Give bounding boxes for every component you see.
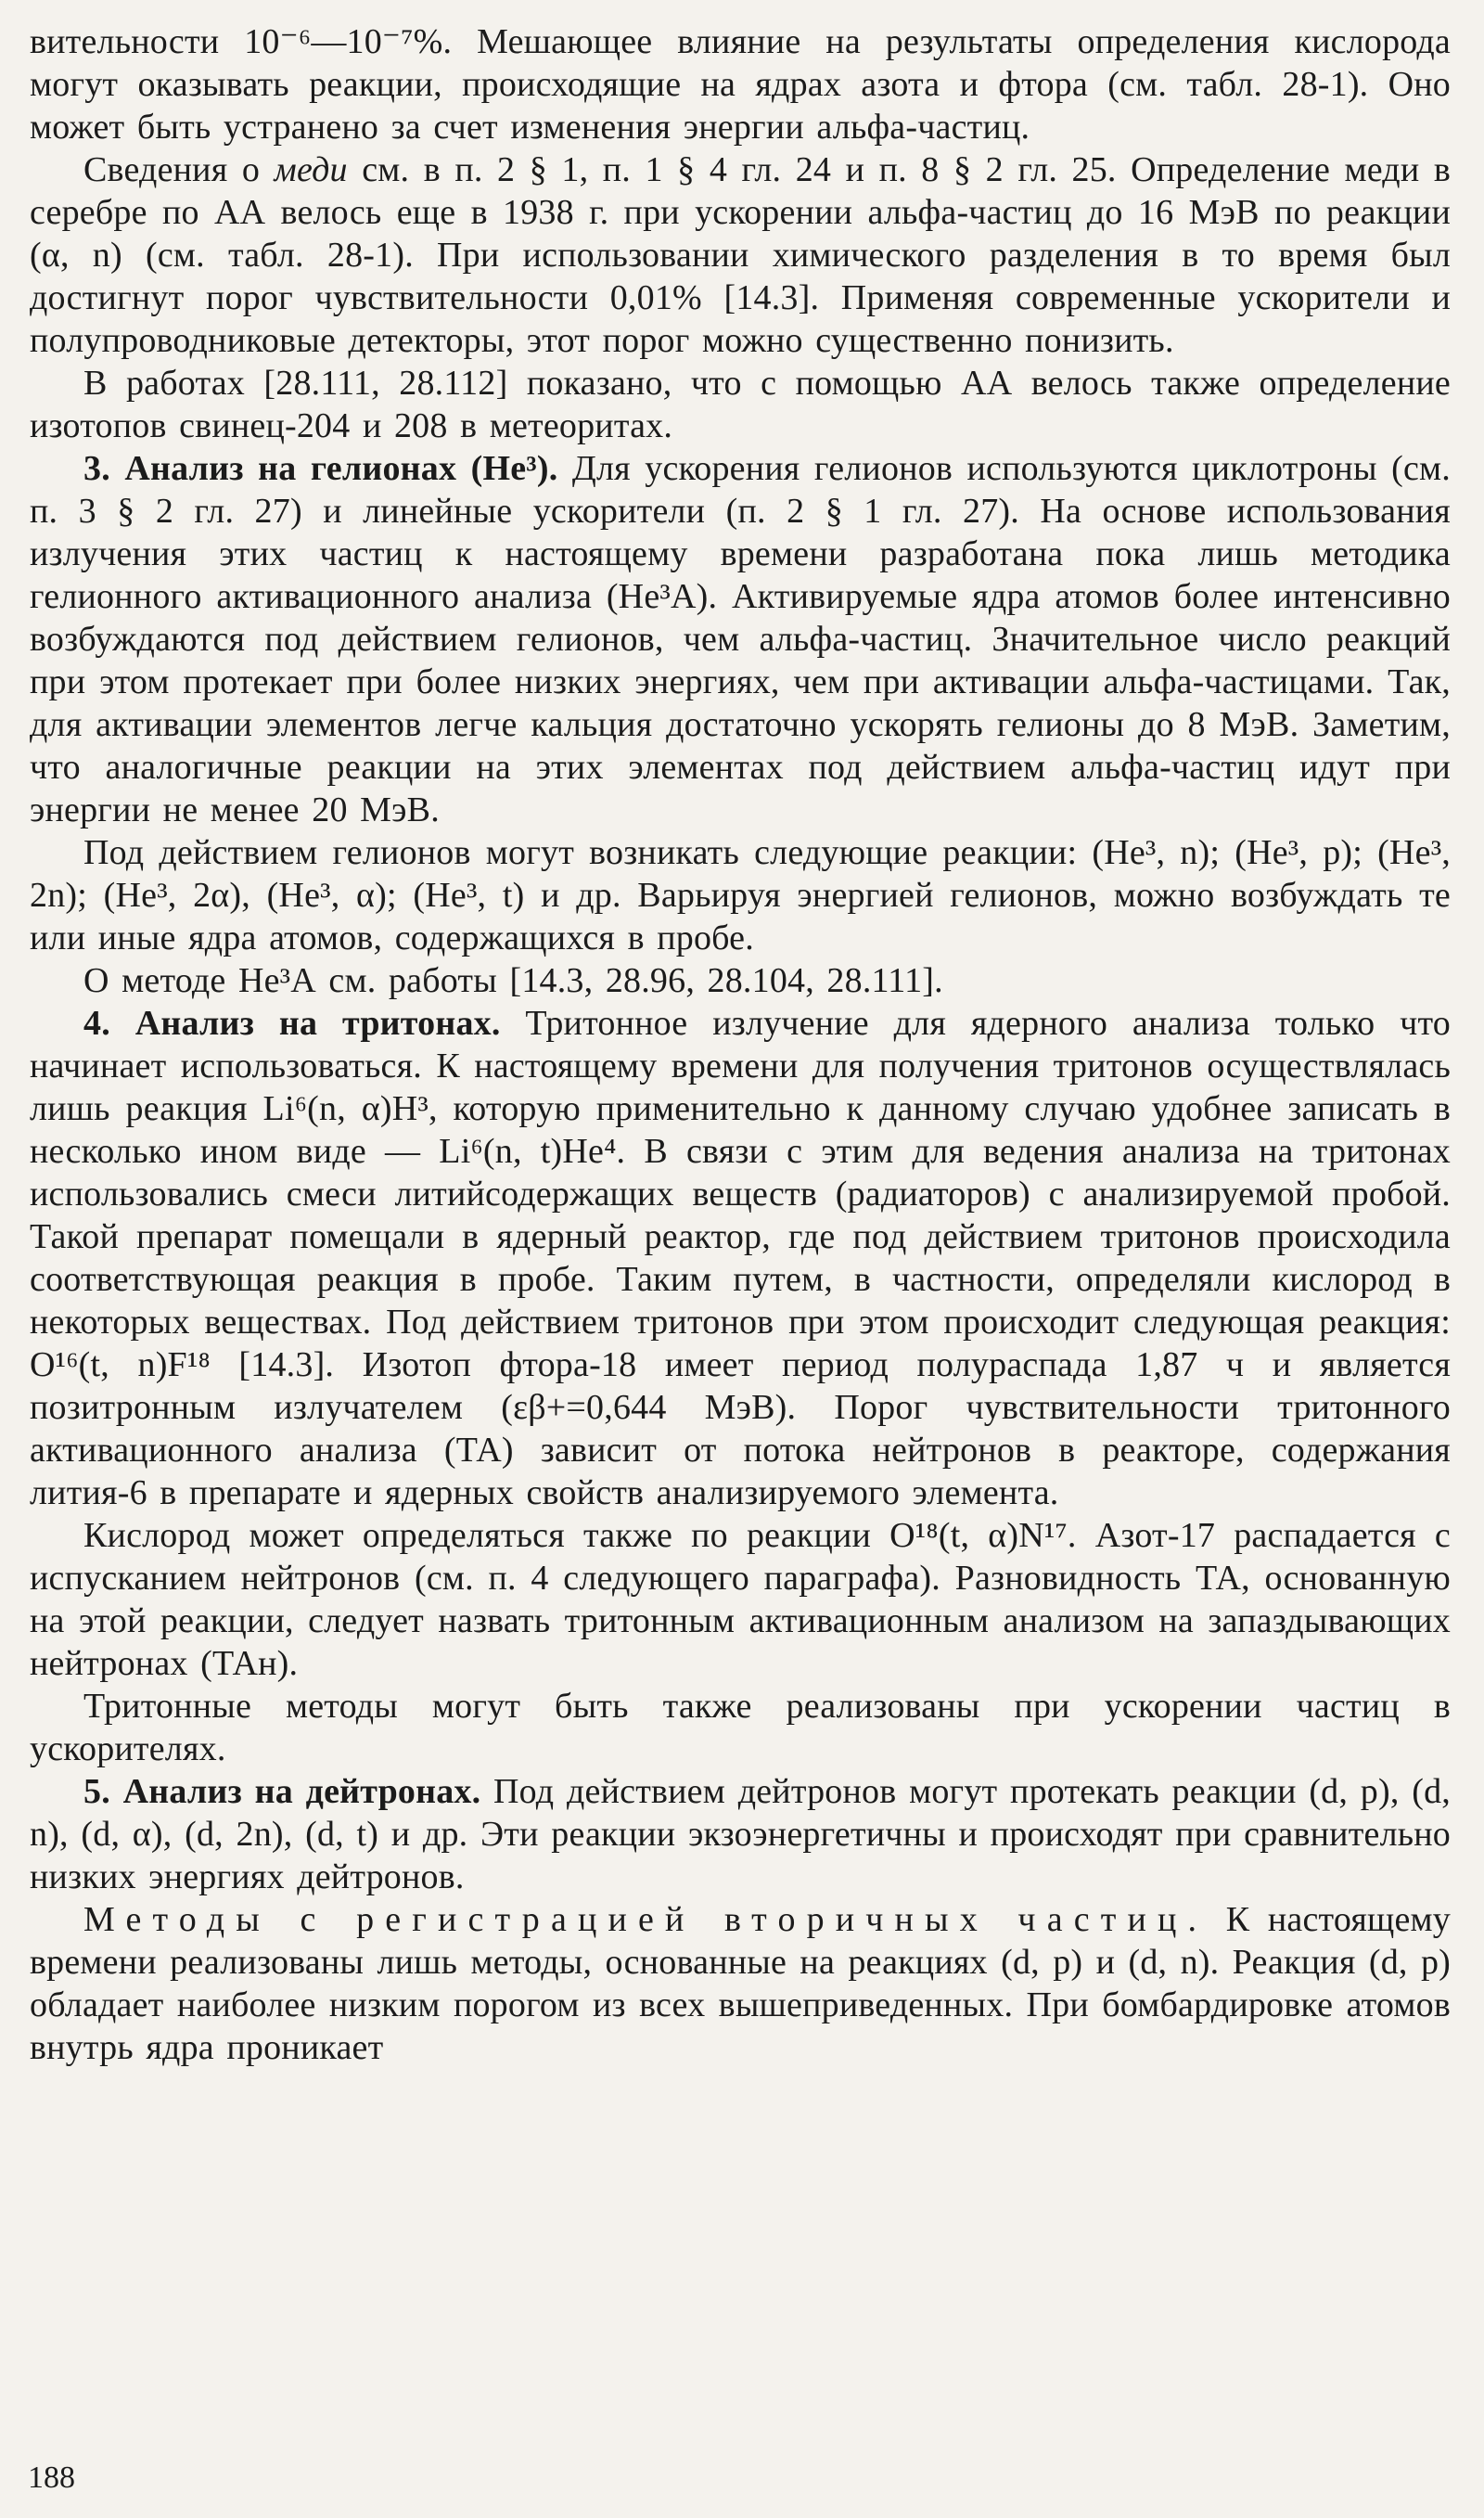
text-segment: Тритонные методы могут быть также реализованы при ускорении частиц в ускорителях. [30,1687,1451,1768]
text-segment: см. в п. 2 § 1, п. 1 § 4 гл. 24 и п. 8 § 2 гл. 25. Определение меди в серебре по АА велось еще в 1938 г. при ускорении альфа-частиц до 16 МэВ по реакции (α, n) (см. табл. 28-1). При использовании химического разделения в то время был достигнут порог чувствительности 0,01% [14.3]. Применяя современные ускорители и полупроводниковые детекторы, этот порог можно существенно понизить. [30,150,1451,360]
text-segment-bold: 3. Анализ на гелионах (He³). [83,449,558,488]
paragraph [30,362,1451,447]
paragraph [30,1514,1451,1685]
text-segment: Тритонное излучение для ядерного анализа только что начинает использоваться. К настоящему времени для получения тритонов осуществлялась лишь реакция Li⁶(n, α)H³, которую применительно к данному случаю удобнее записать в несколько ином виде — Li⁶(n, t)He⁴. В связи с этим для ведения анализа на тритонах использовались смеси литийсодержащих веществ (радиаторов) с анализируемой пробой. Такой препарат помещали в ядерный реактор, где под действием тритонов происходила соответствующая реакция в пробе. Таким путем, в частности, определяли кислород в некоторых веществах. Под действием тритонов при этом происходит следующая реакция: O¹⁶(t, n)F¹⁸ [14.3]. Изотоп фтора-18 имеет период полураспада 1,87 ч и является позитронным излучателем (εβ+=0,644 МэВ). Порог чувствительности тритонного активационного анализа (ТА) зависит от потока нейтронов в реакторе, содержания лития-6 в препарате и ядерных свойств анализируемого элемента. [30,1004,1451,1512]
text-segment: Для ускорения гелионов используются циклотроны (см. п. 3 § 2 гл. 27) и линейные ускорители (п. 2 § 1 гл. 27). На основе использования излучения этих частиц к настоящему времени разработана пока лишь методика гелионного активационного анализа (He³А). Активируемые ядра атомов более интенсивно возбуждаются под действием гелионов, чем альфа-частиц. Значительное число реакций при этом протекает при более низких энергиях, чем при активации альфа-частицами. Так, для активации элементов легче кальция достаточно ускорять гелионы до 8 МэВ. Заметим, что аналогичные реакции на этих элементах под действием альфа-частиц идут при энергии не менее 20 МэВ. [30,449,1451,829]
paragraph [30,1770,1451,1898]
paragraph [30,1898,1451,2069]
text-segment: Под действием гелионов могут возникать следующие реакции: (He³, n); (He³, p); (He³, 2n); (He³, 2α), (He³, α); (He³, t) и др. Варьируя энергией гелионов, можно возбуждать те или иные ядра атомов, содержащихся в пробе. [30,833,1451,957]
text-segment: К настоящему времени реализованы лишь методы, основанные на реакциях (d, p) и (d, n). Реакция (d, p) обладает наиболее низким порогом из всех вышеприведенных. При бомбардировке атомов внутрь ядра проникает [30,1900,1451,2067]
text-segment: В работах [28.111, 28.112] показано, что с помощью АА велось также определение изотопов свинец-204 и 208 в метеоритах. [30,364,1451,445]
paragraph [30,959,1451,1002]
paragraph [30,831,1451,959]
paragraph [30,148,1451,362]
paragraph [30,1685,1451,1770]
paragraph [30,447,1451,831]
text-segment: вительности 10⁻⁶—10⁻⁷%. Мешающее влияние на результаты определения кислорода могут оказывать реакции, происходящие на ядрах азота и фтора (см. табл. 28-1). Оно может быть устранено за счет изменения энергии альфа-частиц. [30,22,1451,147]
page-text [30,20,1451,2069]
paragraph [30,20,1451,148]
text-segment-italic: меди [274,150,348,189]
text-segment-bold: 5. Анализ на дейтронах. [83,1772,481,1811]
text-segment: Кислород может определяться также по реакции O¹⁸(t, α)N¹⁷. Азот-17 распадается с испусканием нейтронов (см. п. 4 следующего параграфа). Разновидность ТА, основанную на этой реакции, следует назвать тритонным активационным анализом на запаздывающих нейтронах (ТАн). [30,1516,1451,1683]
paragraph [30,1002,1451,1514]
text-segment-bold: 4. Анализ на тритонах. [83,1004,501,1043]
text-segment: Под действием дейтронов могут протекать реакции (d, p), (d, n), (d, α), (d, 2n), (d, t) и др. Эти реакции экзоэнергетичны и происходят при сравнительно низких энергиях дейтронов. [30,1772,1451,1896]
page-number: 188 [28,2460,75,2495]
text-segment: О методе He³А см. работы [14.3, 28.96, 28.104, 28.111]. [83,961,943,1000]
text-segment-spaced: Методы с регистрацией вторичных частиц. [83,1900,1209,1939]
text-segment: Сведения о [83,150,275,189]
